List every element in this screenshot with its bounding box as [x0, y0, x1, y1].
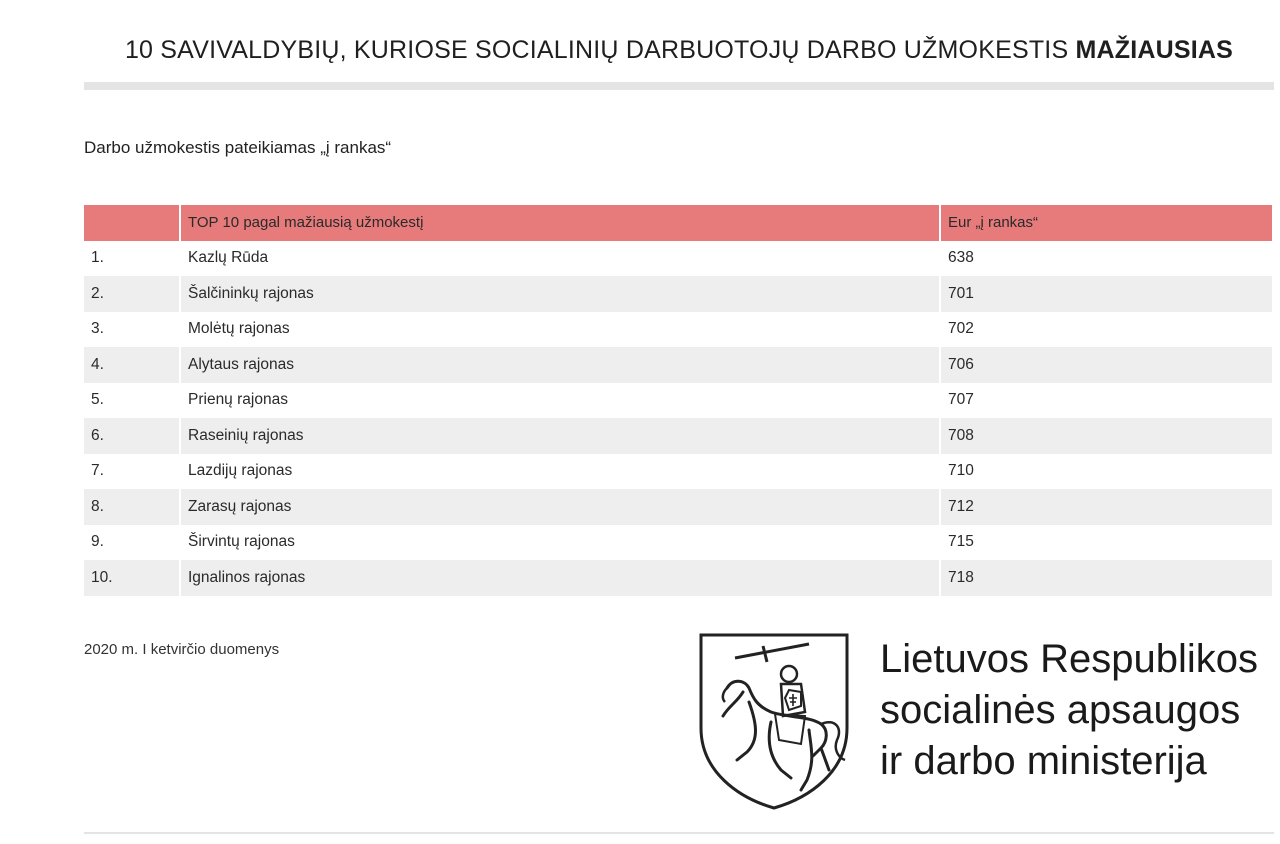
- page-title-main: 10 SAVIVALDYBIŲ, KURIOSE SOCIALINIŲ DARBUOTOJŲ DARBO UŽMOKESTIS: [124, 36, 1076, 64]
- table-row: [84, 418, 1272, 454]
- table-caption: Darbo užmokestis pateikiamas „į rankas“: [84, 138, 392, 157]
- ranking-table: [84, 205, 1272, 596]
- ministry-name: [880, 634, 1258, 787]
- ministry-name-line: socialinės apsaugos: [880, 688, 1241, 732]
- row-salary: 712: [940, 489, 1272, 525]
- row-municipality: Šalčininkų rajonas: [180, 276, 940, 312]
- data-period-note: 2020 m. I ketvirčio duomenys: [84, 641, 280, 658]
- row-rank: 1.: [91, 249, 104, 267]
- row-municipality: Raseinių rajonas: [180, 418, 940, 454]
- table-row: [84, 312, 1272, 348]
- table-header-row: [84, 205, 1272, 241]
- page-title: [84, 36, 1274, 65]
- row-municipality: Molėtų rajonas: [180, 312, 940, 348]
- row-municipality: Ignalinos rajonas: [180, 560, 940, 596]
- ministry-name-line: ir darbo ministerija: [880, 739, 1207, 783]
- row-rank: 2.: [84, 276, 180, 312]
- row-rank: 3.: [91, 320, 104, 338]
- row-rank: 4.: [84, 347, 180, 383]
- table-row: [84, 454, 1272, 490]
- row-salary: 710: [940, 454, 1272, 490]
- row-rank: 6.: [84, 418, 180, 454]
- column-header-rank: [84, 205, 180, 241]
- row-salary: 706: [940, 347, 1272, 383]
- table-row: [84, 276, 1272, 312]
- ministry-name-line: Lietuvos Respublikos: [880, 637, 1258, 681]
- row-salary: 702: [940, 312, 1272, 348]
- table-row: [84, 241, 1272, 277]
- table-row: [84, 525, 1272, 561]
- row-salary: 715: [940, 525, 1272, 561]
- row-municipality: Širvintų rajonas: [180, 525, 940, 561]
- bottom-divider: [84, 832, 1274, 834]
- table-row: [84, 489, 1272, 525]
- table-row: [84, 347, 1272, 383]
- column-header-municipality: TOP 10 pagal mažiausią užmokestį: [180, 205, 940, 241]
- table-row: [84, 560, 1272, 596]
- row-rank: 9.: [91, 533, 104, 551]
- ministry-logo: [697, 632, 1277, 812]
- row-municipality: Lazdijų rajonas: [180, 454, 940, 490]
- row-rank: 5.: [91, 391, 104, 409]
- row-municipality: Prienų rajonas: [180, 383, 940, 419]
- row-salary: 701: [940, 276, 1272, 312]
- row-rank: 8.: [84, 489, 180, 525]
- row-salary: 707: [940, 383, 1272, 419]
- row-salary: 708: [940, 418, 1272, 454]
- table-row: [84, 383, 1272, 419]
- row-municipality: Zarasų rajonas: [180, 489, 940, 525]
- vytis-coat-of-arms-icon: [697, 632, 851, 810]
- page-title-emphasis: MAŽIAUSIAS: [1075, 36, 1234, 64]
- row-salary: 718: [940, 560, 1272, 596]
- title-divider: [84, 82, 1274, 90]
- row-salary: 638: [940, 241, 1272, 277]
- row-rank: 7.: [91, 462, 104, 480]
- row-municipality: Kazlų Rūda: [180, 241, 940, 277]
- row-rank: 10.: [84, 560, 180, 596]
- column-header-salary: Eur „į rankas“: [940, 205, 1272, 241]
- row-municipality: Alytaus rajonas: [180, 347, 940, 383]
